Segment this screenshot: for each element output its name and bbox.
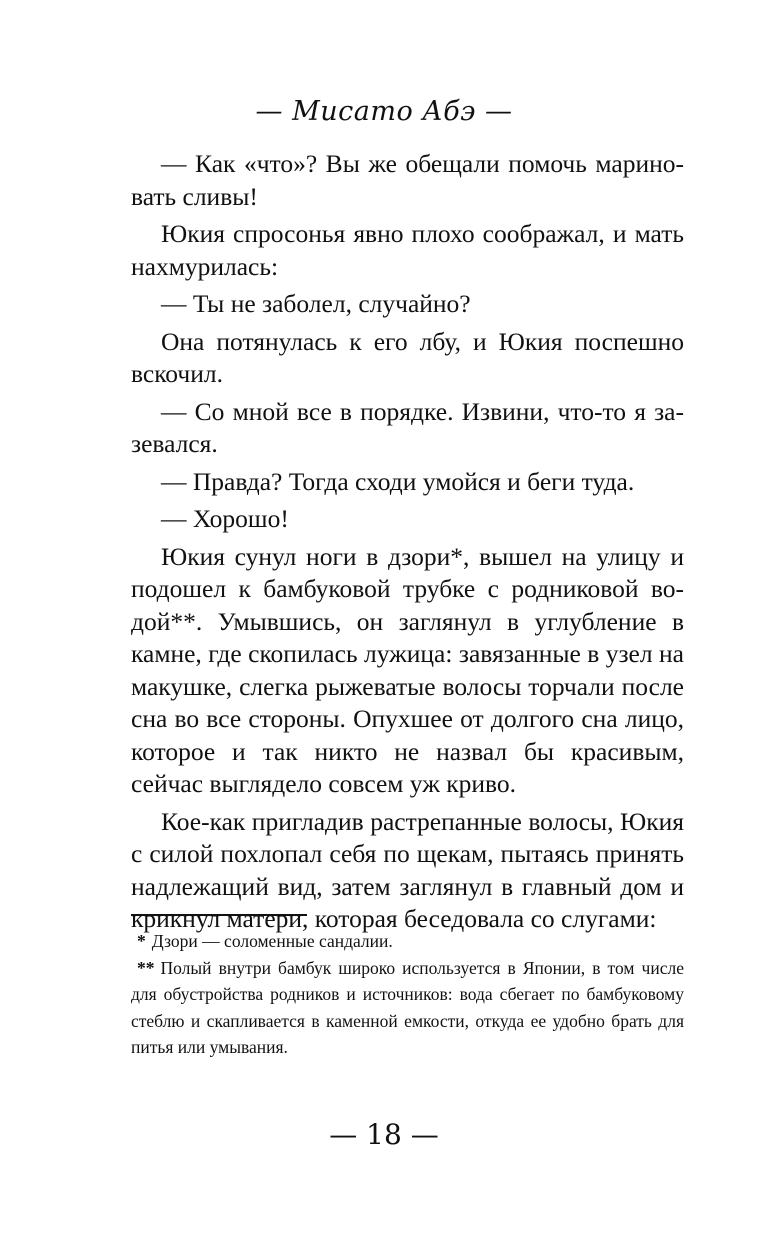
running-header: — Мисато Абэ — (255, 96, 513, 127)
body-text (131, 148, 684, 936)
paragraph: Юкия сунул ноги в дзори*, вышел на улицу и подошел к бамбуковой трубке с родниковой водой**. Умывшись, он заглянул в углубление в камне, где скопилась лужица: завязанные в узел на макушке, слегка рыжеватые волосы торчали после сна во все стороны. Опухшее от долгого сна лицо, которое и так никто не назвал бы красивым, сейчас выглядело совсем уж криво. (131, 541, 684, 798)
footnote-text: Дзори — соломенные сандалии. (151, 931, 393, 951)
paragraph: Кое-как пригладив растрепанные волосы, Юкия с силой похлопал себя по щекам, пытаясь принять надлежащий вид, затем заглянул в главный дом и крикнул матери, которая беседовала со слугами: (131, 806, 684, 933)
footnotes (131, 928, 684, 1061)
paragraph: — Как «что»? Вы же обещали помочь мариновать сливы! (131, 149, 684, 211)
paragraph: Юкия спросонья явно плохо соображал, и мать нахмурилась: (131, 219, 684, 281)
footnote (131, 928, 684, 955)
footnote-text: Полый внутри бамбук широко используется в Японии, в том числе для обустройства родников и источников: вода сбегает по бамбуковому стеблю и скапливается в каменной емкости, откуда ее удобно брать для питья или умывания. (131, 957, 684, 1057)
paragraph: Она потянулась к его лбу, и Юкия поспешно вскочил. (131, 326, 684, 388)
footnote-marker: * (137, 931, 146, 951)
footnote (131, 955, 684, 1061)
paragraph: — Ты не заболел, случайно? (161, 289, 471, 318)
paragraph: — Со мной все в порядке. Извини, что-то я зазевался. (131, 396, 684, 458)
footnote-divider (131, 914, 307, 916)
paragraph: — Правда? Тогда сходи умойся и беги туда. (161, 466, 635, 496)
footnote-marker: ** (137, 957, 155, 978)
page-number: — 18 — (329, 1118, 439, 1151)
paragraph: — Хорошо! (161, 504, 289, 533)
